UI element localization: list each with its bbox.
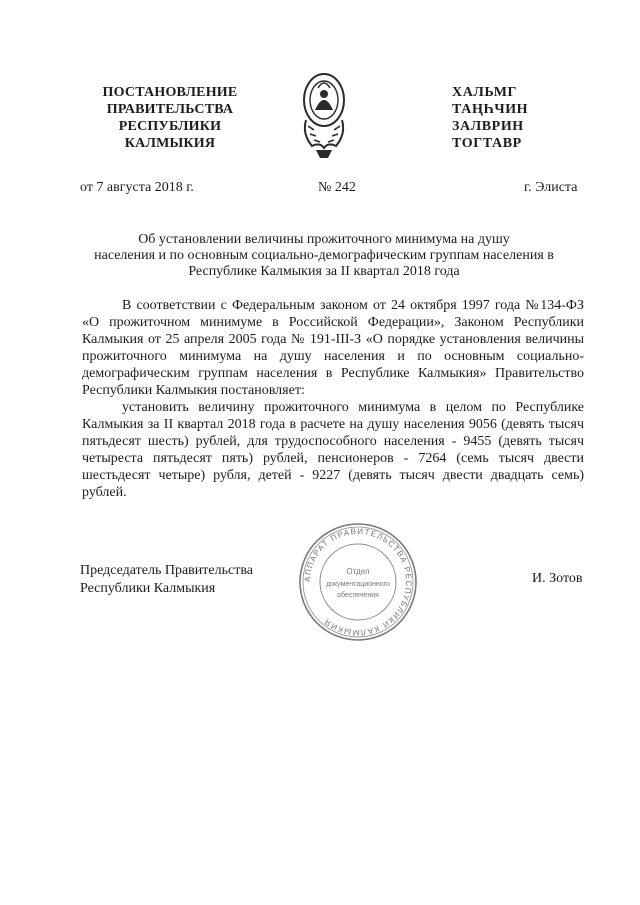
document-subject: [84, 232, 564, 280]
header-right-line: ТОГТАВР: [452, 136, 522, 151]
signatory-title-line: Республики Калмыкия: [80, 581, 216, 596]
official-stamp-icon: [296, 520, 420, 644]
header-left-line: ПОСТАНОВЛЕНИЕ: [102, 85, 238, 100]
header-left-line: ПРАВИТЕЛЬСТВА: [106, 102, 234, 117]
header-right-line: ТАҢҺЧИН: [452, 102, 529, 117]
document-date: от 7 августа 2018 г.: [80, 180, 194, 195]
signatory-name: И. Зотов: [532, 571, 583, 586]
stamp-center-line: обеспечения: [337, 592, 379, 599]
body-paragraph-decision: установить величину прожиточного минимума в целом по Республике Калмыкия за II квартал 2018 года в расчете на душу населения 9056 (девять тысяч пятьдесят шесть) рублей, для трудоспособного населения - 9455 (девять тысяч четыреста пятьдесят пять) рублей, пенсионеров - 7264 (семь тысяч двести шестьдесят четыре) рубля, детей - 9227 (девять тысяч двести двадцать семь) рублей.: [82, 400, 584, 500]
header-right-title: [452, 84, 562, 152]
body-paragraph-preamble: В соответствии с Федеральным законом от 24 октября 1997 года №134-ФЗ «О прожиточном минимуме в Российской Федерации», Законом Республики Калмыкия от 25 апреля 2005 года № 191-III-З «О порядке установления величины прожиточного минимума на душу населения и по основным социально-демографическим группам населения в Республике Калмыкия» Правительство Республики Калмыкия постановляет:: [82, 298, 584, 398]
document-body: [82, 297, 584, 501]
signatory-title-line: Председатель Правительства: [80, 563, 253, 578]
document-number: № 242: [318, 180, 356, 195]
header-right-line: ХАЛЬМГ: [452, 85, 518, 100]
signatory-title: [80, 562, 253, 598]
header-right-line: ЗАЛВРИН: [452, 119, 524, 134]
stamp-center-line: Отдел: [346, 567, 370, 576]
subject-line: Республике Калмыкия за II квартал 2018 года: [188, 264, 460, 279]
header-left-title: [92, 84, 248, 152]
document-city: г. Элиста: [524, 180, 578, 195]
subject-line: Об установлении величины прожиточного минимума на душу: [138, 232, 510, 247]
header-left-line: КАЛМЫКИЯ: [124, 136, 216, 151]
subject-line: населения и по основным социально-демографическим группам населения в: [94, 248, 554, 263]
stamp-center-line: документационного: [326, 581, 390, 588]
stamp-ring-text: АППАРАТ ПРАВИТЕЛЬСТВА РЕСПУБЛИКИ КАЛМЫКИЯ: [302, 526, 414, 638]
coat-of-arms-icon: [294, 70, 354, 166]
header-left-line: РЕСПУБЛИКИ: [118, 119, 222, 134]
